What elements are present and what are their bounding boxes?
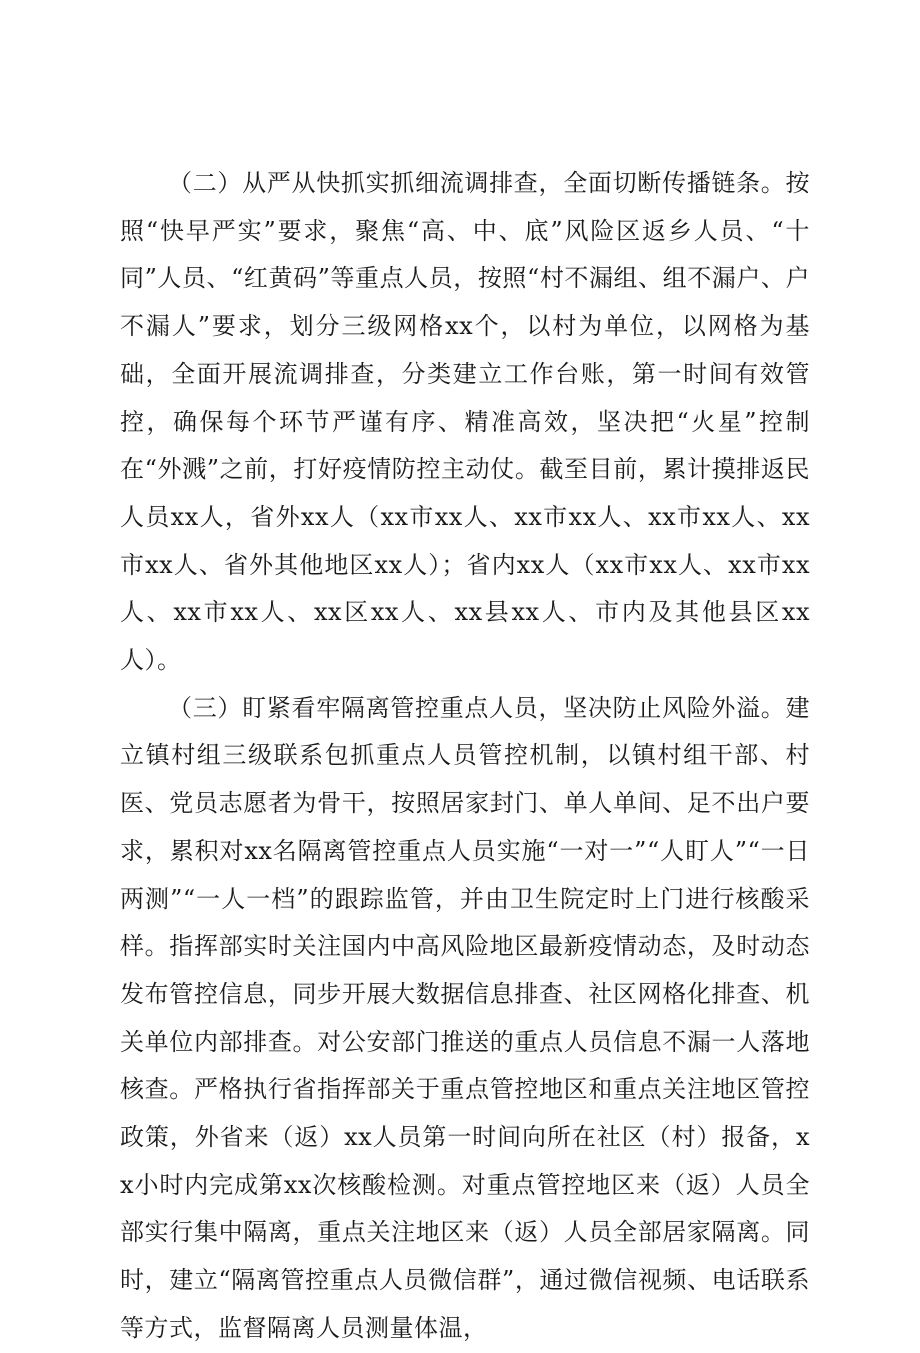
document-body: [120, 160, 810, 1353]
paragraph-3: （三）盯紧看牢隔离管控重点人员，坚决防止风险外溢。建立镇村组三级联系包抓重点人员管控机制，以镇村组干部、村医、党员志愿者为骨干，按照居家封门、单人单间、足不出户要求，累积对xx名隔离管控重点人员实施“一对一”“人盯人”“一日两测”“一人一档”的跟踪监管，并由卫生院定时上门进行核酸采样。指挥部实时关注国内中高风险地区最新疫情动态，及时动态发布管控信息，同步开展大数据信息排查、社区网格化排查、机关单位内部排查。对公安部门推送的重点人员信息不漏一人落地核查。严格执行省指挥部关于重点管控地区和重点关注地区管控政策，外省来（返）xx人员第一时间向所在社区（村）报备，xx小时内完成第xx次核酸检测。对重点管控地区来（返）人员全部实行集中隔离，重点关注地区来（返）人员全部居家隔离。同时，建立“隔离管控重点人员微信群”，通过微信视频、电话联系等方式，监督隔离人员测量体温，: [120, 693, 810, 1342]
paragraph-2: （二）从严从快抓实抓细流调排查，全面切断传播链条。按照“快早严实”要求，聚焦“高、中、底”风险区返乡人员、“十同”人员、“红黄码”等重点人员，按照“村不漏组、组不漏户、户不漏人”要求，划分三级网格xx个，以村为单位，以网格为基础，全面开展流调排查，分类建立工作台账，第一时间有效管控，确保每个环节严谨有序、精准高效，坚决把“火星”控制在“外溅”之前，打好疫情防控主动仗。截至目前，累计摸排返民人员xx人，省外xx人（xx市xx人、xx市xx人、xx市xx人、xx市xx人、省外其他地区xx人）；省内xx人（xx市xx人、xx市xx人、xx市xx人、xx区xx人、xx县xx人、市内及其他县区xx人）。: [120, 169, 810, 675]
